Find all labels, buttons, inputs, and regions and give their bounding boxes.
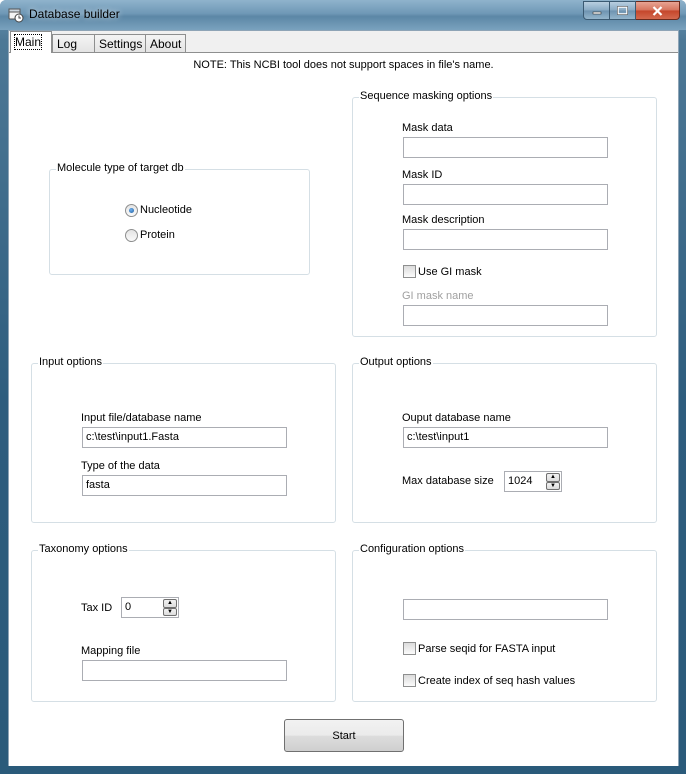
spin-down-icon[interactable]: ▼ <box>546 482 560 491</box>
hash-index-checkbox[interactable] <box>403 674 416 687</box>
tab-main-label: Main <box>15 35 42 49</box>
tax-id-value: 0 <box>125 601 132 613</box>
note-text: NOTE: This NCBI tool does not support spaces in file's name. <box>193 59 494 71</box>
spin-down-icon[interactable]: ▼ <box>163 608 177 617</box>
nucleotide-label: Nucleotide <box>140 204 192 216</box>
taxonomy-options-title: Taxonomy options <box>39 543 128 555</box>
input-options-title: Input options <box>39 356 102 368</box>
tab-settings-label: Settings <box>99 37 143 51</box>
parse-seqid-label: Parse seqid for FASTA input <box>418 643 556 655</box>
configuration-options-title: Configuration options <box>360 543 464 555</box>
mask-data-label: Mask data <box>402 122 453 134</box>
sequence-masking-title: Sequence masking options <box>360 90 493 102</box>
title-bar[interactable] <box>0 0 686 30</box>
spin-up-icon[interactable]: ▲ <box>546 473 560 482</box>
tax-id-label: Tax ID <box>81 602 113 614</box>
max-db-size-value: 1024 <box>508 475 533 487</box>
max-db-size-label: Max database size <box>402 475 494 487</box>
output-name-field[interactable]: c:\test\input1 <box>403 427 608 448</box>
max-db-size-arrows <box>546 473 560 490</box>
hash-index-label: Create index of seq hash values <box>418 675 576 687</box>
client-area <box>8 30 679 766</box>
minimize-icon <box>592 7 602 15</box>
tab-about[interactable] <box>145 34 186 53</box>
configuration-field[interactable] <box>403 599 608 620</box>
parse-seqid-checkbox[interactable] <box>403 642 416 655</box>
mask-data-field[interactable] <box>403 137 608 158</box>
tab-about-label: About <box>150 37 182 51</box>
start-button[interactable]: Start <box>284 719 404 752</box>
mapping-file-field[interactable] <box>82 660 287 681</box>
close-icon <box>652 6 663 16</box>
molecule-type-title: Molecule type of target db <box>57 162 184 174</box>
gi-mask-name-field[interactable] <box>403 305 608 326</box>
tax-id-spinner[interactable] <box>121 597 179 618</box>
maximize-button[interactable] <box>610 1 636 20</box>
mask-description-label: Mask description <box>402 214 485 226</box>
nucleotide-radio[interactable] <box>125 204 138 217</box>
data-type-field[interactable]: fasta <box>82 475 287 496</box>
maximize-icon <box>617 6 628 15</box>
sequence-masking-group <box>352 90 657 337</box>
tax-id-arrows <box>163 599 177 616</box>
window-title: Database builder <box>29 7 120 21</box>
input-file-field[interactable]: c:\test\input1.Fasta <box>82 427 287 448</box>
mapping-file-label: Mapping file <box>81 645 141 657</box>
molecule-type-group <box>49 162 310 275</box>
use-gi-mask-label: Use GI mask <box>418 266 482 278</box>
max-db-size-spinner[interactable] <box>504 471 562 492</box>
gi-mask-name-label: GI mask name <box>402 290 474 302</box>
app-icon <box>8 7 24 23</box>
mask-description-field[interactable] <box>403 229 608 250</box>
minimize-button[interactable] <box>583 1 610 20</box>
tab-settings[interactable] <box>94 34 146 53</box>
window-controls <box>583 1 680 20</box>
input-file-label: Input file/database name <box>81 412 202 424</box>
output-name-label: Ouput database name <box>402 412 511 424</box>
tab-main[interactable] <box>10 31 52 53</box>
data-type-label: Type of the data <box>81 460 160 472</box>
tab-strip <box>9 31 678 53</box>
protein-radio[interactable] <box>125 229 138 242</box>
main-tab-page <box>9 52 678 766</box>
use-gi-mask-checkbox[interactable] <box>403 265 416 278</box>
output-options-title: Output options <box>360 356 432 368</box>
spin-up-icon[interactable]: ▲ <box>163 599 177 608</box>
mask-id-field[interactable] <box>403 184 608 205</box>
mask-id-label: Mask ID <box>402 169 443 181</box>
tab-log[interactable] <box>52 34 95 53</box>
tab-log-label: Log <box>57 37 78 51</box>
protein-label: Protein <box>140 229 175 241</box>
close-button[interactable] <box>636 1 680 20</box>
